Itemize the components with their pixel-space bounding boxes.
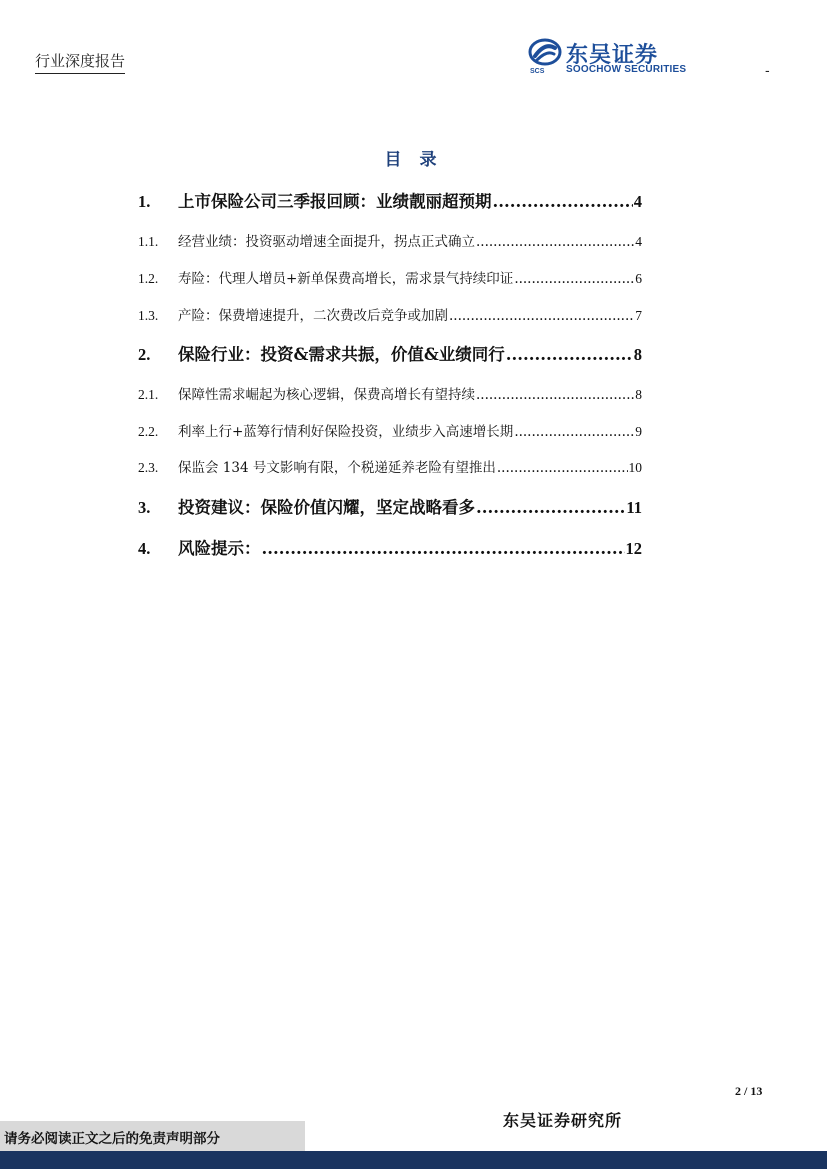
toc-leader-dots xyxy=(476,498,625,517)
toc-entry[interactable] xyxy=(138,267,642,287)
toc-entry[interactable] xyxy=(138,420,642,440)
page-number: 2 / 13 xyxy=(735,1084,763,1098)
toc-entry-page: 4 xyxy=(633,192,642,211)
toc-entry-number: 3. xyxy=(138,498,151,517)
toc-entry[interactable] xyxy=(138,304,642,324)
toc-entry-number: 2.3. xyxy=(138,460,159,475)
logo-abbr: SCS xyxy=(530,68,545,75)
toc-entry-number: 2.1. xyxy=(138,387,159,402)
toc-entry-title: 保障性需求崛起为核心逻辑，保费高增长有望持续 xyxy=(178,387,475,403)
toc-leader-dots xyxy=(497,460,628,476)
toc-entry[interactable] xyxy=(138,494,642,518)
toc-entry-title: 保监会 134 号文影响有限，个税递延养老险有望推出 xyxy=(178,460,496,476)
toc-leader-dots xyxy=(493,192,633,211)
toc-entry-number: 4. xyxy=(138,539,151,558)
soochow-logo-icon xyxy=(528,38,562,72)
toc-entry-page: 4 xyxy=(635,234,642,249)
toc-entry[interactable] xyxy=(138,188,642,212)
toc-entry[interactable] xyxy=(138,535,642,559)
toc-leader-dots xyxy=(514,424,634,440)
toc-entry-title: 利率上行+蓝筹行情利好保险投资，业绩步入高速增长期 xyxy=(178,424,514,440)
disclaimer-banner xyxy=(0,1121,305,1151)
toc-leader-dots xyxy=(262,539,625,558)
toc-entry-page: 7 xyxy=(635,308,642,323)
toc-entry-page: 11 xyxy=(626,498,642,517)
toc-leader-dots xyxy=(514,271,634,287)
institute-name: 东吴证券研究所 xyxy=(503,1111,623,1130)
toc-entry-title: 寿险：代理人增员+新单保费高增长，需求景气持续印证 xyxy=(178,271,514,287)
toc-entry-number: 2. xyxy=(138,345,151,364)
toc-leader-dots xyxy=(506,345,633,364)
toc-entry-title: 保险行业：投资&需求共振，价值&业绩同行 xyxy=(178,345,505,364)
toc-entry-page: 6 xyxy=(635,271,642,286)
toc-entry[interactable] xyxy=(138,230,642,250)
toc-entry[interactable] xyxy=(138,383,642,403)
footer-bar xyxy=(0,1151,827,1169)
toc-entry-number: 1.3. xyxy=(138,308,159,323)
toc-entry-number: 1.2. xyxy=(138,271,159,286)
toc-title: 目 录 xyxy=(384,150,443,170)
toc-entry[interactable] xyxy=(138,456,642,476)
toc-entry-page: 9 xyxy=(635,424,642,439)
toc-entry-page: 8 xyxy=(635,387,642,402)
logo-name-en: SOOCHOW SECURITIES xyxy=(566,64,687,75)
toc-leader-dots xyxy=(449,308,634,324)
toc-leader-dots xyxy=(476,234,634,250)
corner-mark: - xyxy=(765,62,770,78)
toc-entry-title: 产险：保费增速提升，二次费改后竞争或加剧 xyxy=(178,308,448,324)
toc-entry-page: 10 xyxy=(628,460,642,475)
toc-entry[interactable] xyxy=(138,341,642,365)
toc-entry-title: 风险提示： xyxy=(178,539,261,558)
toc-entry-title: 经营业绩：投资驱动增速全面提升，拐点正式确立 xyxy=(178,234,475,250)
report-type-label: 行业深度报告 xyxy=(35,50,125,74)
company-logo xyxy=(528,38,698,78)
toc-entry-number: 1.1. xyxy=(138,234,159,249)
logo-name-cn: 东吴证券 xyxy=(566,43,659,68)
toc-entry-page: 12 xyxy=(625,539,642,558)
toc-entry-number: 1. xyxy=(138,192,151,211)
disclaimer-text: 请务必阅读正文之后的免责声明部分 xyxy=(4,1131,220,1147)
toc-entry-number: 2.2. xyxy=(138,424,159,439)
toc-entry-title: 投资建议：保险价值闪耀，坚定战略看多 xyxy=(178,498,475,517)
toc-entry-title: 上市保险公司三季报回顾：业绩靓丽超预期 xyxy=(178,192,492,211)
toc-entry-page: 8 xyxy=(633,345,642,364)
toc-leader-dots xyxy=(476,387,634,403)
